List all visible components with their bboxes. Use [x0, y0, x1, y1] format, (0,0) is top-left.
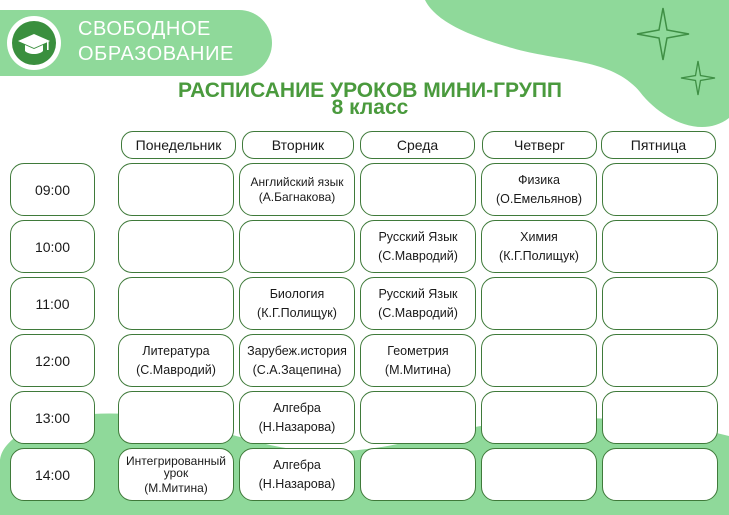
cell-teacher: (М.Митина): [144, 481, 208, 495]
schedule-cell: [481, 220, 597, 273]
cell-teacher: (С.А.Зацепина): [252, 362, 342, 377]
cell-teacher: (Н.Назарова): [258, 476, 336, 491]
schedule-cell: [481, 391, 597, 444]
schedule-cell: [118, 163, 234, 216]
cell-subject: Английский язык: [250, 175, 344, 189]
schedule-cell: [239, 220, 355, 273]
schedule-cell: [602, 448, 718, 501]
cell-teacher: (С.Мавродий): [378, 305, 458, 320]
time-slot-0900: 09:00: [10, 163, 95, 216]
schedule-cell: [239, 277, 355, 330]
cell-subject: Биология: [269, 286, 325, 301]
time-slot-1200: 12:00: [10, 334, 95, 387]
schedule-cell: [602, 277, 718, 330]
cell-subject: Интегрированный урок: [126, 454, 226, 480]
cell-teacher: (М.Митина): [384, 362, 452, 377]
sparkle-icon: [636, 7, 690, 61]
schedule-cell: [602, 391, 718, 444]
page-subtitle: 8 класс: [331, 96, 409, 119]
schedule-cell: [118, 277, 234, 330]
cell-teacher: (О.Емельянов): [495, 191, 583, 206]
schedule-cell: [239, 448, 355, 501]
cell-teacher: (С.Мавродий): [136, 362, 216, 377]
schedule-cell: [360, 163, 476, 216]
time-slot-1400: 14:00: [10, 448, 95, 501]
cell-subject: Алгебра: [273, 457, 321, 472]
time-slot-1300: 13:00: [10, 391, 95, 444]
logo-badge: [7, 16, 61, 70]
cell-subject: Зарубеж.история: [247, 343, 347, 358]
schedule-cell: [360, 334, 476, 387]
cell-subject: Русский Язык: [378, 229, 458, 244]
cell-subject: Алгебра: [273, 400, 321, 415]
schedule-cell: [360, 220, 476, 273]
cell-subject: Геометрия: [387, 343, 449, 358]
cell-teacher: (Н.Назарова): [258, 419, 336, 434]
day-header-monday: Понедельник: [121, 131, 236, 159]
schedule-cell: [239, 163, 355, 216]
time-slot-1000: 10:00: [10, 220, 95, 273]
sparkle-icon: [680, 60, 716, 96]
logo-line-2: ОБРАЗОВАНИЕ: [78, 43, 234, 65]
cell-teacher: (К.Г.Полищук): [257, 305, 337, 320]
schedule-cell: [118, 334, 234, 387]
cell-teacher: (С.Мавродий): [378, 248, 458, 263]
cell-subject: Физика: [518, 172, 560, 187]
page-title: РАСПИСАНИЕ УРОКОВ МИНИ-ГРУПП: [177, 79, 563, 102]
day-header-friday: Пятница: [601, 131, 716, 159]
day-header-tuesday: Вторник: [242, 131, 354, 159]
schedule-cell: [239, 391, 355, 444]
day-header-thursday: Четверг: [482, 131, 597, 159]
schedule-cell: [360, 391, 476, 444]
cell-teacher: (К.Г.Полищук): [499, 248, 579, 263]
cell-subject: Химия: [520, 229, 558, 244]
schedule-cell: [481, 448, 597, 501]
schedule-cell: [360, 448, 476, 501]
logo-line-1: СВОБОДНОЕ: [78, 18, 211, 40]
cell-subject: Литература: [142, 343, 210, 358]
schedule-cell: [118, 391, 234, 444]
cell-subject: Русский Язык: [378, 286, 458, 301]
day-header-wednesday: Среда: [360, 131, 475, 159]
time-slot-1100: 11:00: [10, 277, 95, 330]
schedule-cell: [602, 334, 718, 387]
graduation-cap-icon: [10, 19, 58, 67]
schedule-cell: [360, 277, 476, 330]
schedule-cell: [481, 163, 597, 216]
schedule-cell: [239, 334, 355, 387]
schedule-cell: [118, 220, 234, 273]
schedule-cell: [602, 220, 718, 273]
cell-teacher: (А.Багнакова): [258, 190, 336, 204]
schedule-cell: [481, 277, 597, 330]
logo-text: [78, 17, 234, 67]
schedule-cell: [602, 163, 718, 216]
schedule-cell: [118, 448, 234, 501]
schedule-cell: [481, 334, 597, 387]
